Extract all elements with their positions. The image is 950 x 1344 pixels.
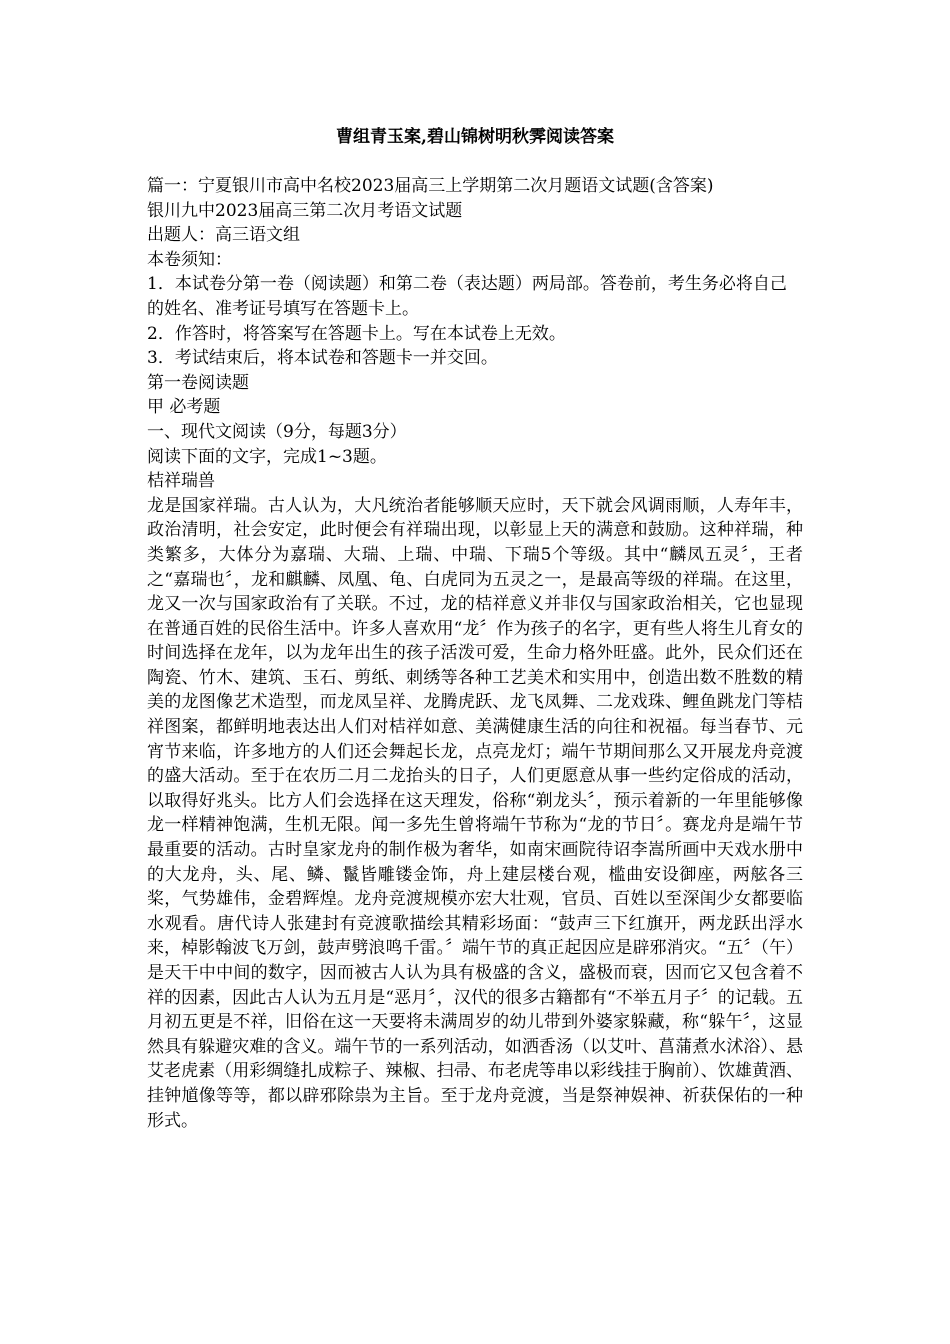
reading-section-heading: 一、现代文阅读（9分，每题3分） [147, 421, 407, 442]
article-paragraph: 龙是国家祥瑞。古人认为，大凡统治者能够顺天应时，天下就会风调雨顺，人寿年丰，政治清明，社会安定，此时便会有祥瑞出现，以彰显上天的满意和鼓励。这种祥瑞，种类繁多，大体分为嘉瑞、大瑞、上瑞、中瑞、下瑞5个等级。其中“麟凤五灵〞，王者之“嘉瑞也〞，龙和麒麟、凤凰、龟、白虎同为五灵之一，是最高等级的祥瑞。在这里，龙又一次与国家政治有了关联。不过，龙的桔祥意义并非仅与国家政治相关，它也显现在普通百姓的民俗生活中。许多人喜欢用“龙〞作为孩子的名字，更有些人将生儿育女的时间选择在龙年，以为龙年出生的孩子活泼可爱，生命力格外旺盛。此外，民众们还在陶瓷、竹木、建筑、玉石、剪纸、刺绣等各种工艺美术和实用中，创造出数不胜数的精美的龙图像艺术造型，而龙凤呈祥、龙腾虎跃、龙飞凤舞、二龙戏珠、鲤鱼跳龙门等桔祥图案，都鲜明地表达出人们对桔祥如意、美满健康生活的向往和祝福。每当春节、元宵节来临，许多地方的人们还会舞起长龙，点亮龙灯；端午节期间那么又开展龙舟竞渡的盛大活动。至于在农历二月二龙抬头的日子，人们更愿意从事一些约定俗成的活动，以取得好兆头。比方人们会选择在这天理发，俗称“剃龙头〞，预示着新的一年里能够像龙一样精神饱满，生机无限。闻一多先生曾将端午节称为“龙的节日〞。赛龙舟是端午节最重要的活动。古时皇家龙舟的制作极为奢华，如南宋画院待诏李嵩所画中天戏水册中的大龙舟，头、尾、鳞、鬣皆雕镂金饰，舟上建层楼台观，槛曲安设御座，两舷各三桨，气势雄伟，金碧辉煌。龙舟竞渡规模亦宏大壮观，官员、百姓以至深闺少女都要临水观看。唐代诗人张建封有竞渡歌描绘其精彩场面：“鼓声三下红旗开，两龙跃出浮水来，棹影翰波飞万剑，鼓声劈浪鸣千雷。〞端午节的真正起因应是辟邪消灾。“五〞（午）是天干中中间的数字，因而被古人认为具有极盛的含义，盛极而衰，因而它又包含着不祥的因素，因此古人认为五月是“恶月〞，汉代的很多古籍都有“不举五月子〞的记载。五月初五更是不祥，旧俗在这一天要将未满周岁的幼儿带到外婆家躲藏，称“躲午〞，这显然具有躲避灾难的含义。端午节的一系列活动，如洒香汤（以艾叶、菖蒲煮水沭浴）、悬艾老虎素（用彩绸缝扎成粽子、辣椒、扫帚、布老虎等串以彩线挂于胸前）、饮雄黄酒、挂钟馗像等等，都以辟邪除祟为主旨。至于龙舟竞渡，当是祭神娱神、祈获保佑的一种形式。 [147, 495, 803, 1131]
volume-one-heading: 第一卷阅读题 [147, 372, 249, 393]
required-section-heading: 甲 必考题 [147, 397, 221, 418]
exam-title: 银川九中2023届高三第二次月考语文试题 [147, 200, 463, 221]
document-body [147, 174, 803, 1133]
instruction-item-3: 3．考试结束后，将本试卷和答题卡一并交回。 [147, 348, 498, 369]
instruction-item-2: 2．作答时，将答案写在答题卡上。写在本试卷上无效。 [147, 323, 566, 344]
section-heading-part-one: 篇一：宁夏银川市高中名校2023届高三上学期第二次月题语文试题(含答案) [147, 176, 714, 196]
exam-author: 出题人：高三语文组 [147, 225, 300, 246]
document-title: 曹组青玉案,碧山锦树明秋霁阅读答案 [336, 127, 614, 147]
instructions-heading: 本卷须知： [147, 249, 232, 270]
article-title: 桔祥瑞兽 [147, 471, 215, 492]
reading-instruction: 阅读下面的文字，完成1~3题。 [147, 446, 387, 467]
instruction-item-1: 1．本试卷分第一卷（阅读题）和第二卷（表达题）两局部。答卷前，考生务必将自己的姓名、准考证号填写在答题卡上。 [147, 274, 787, 319]
